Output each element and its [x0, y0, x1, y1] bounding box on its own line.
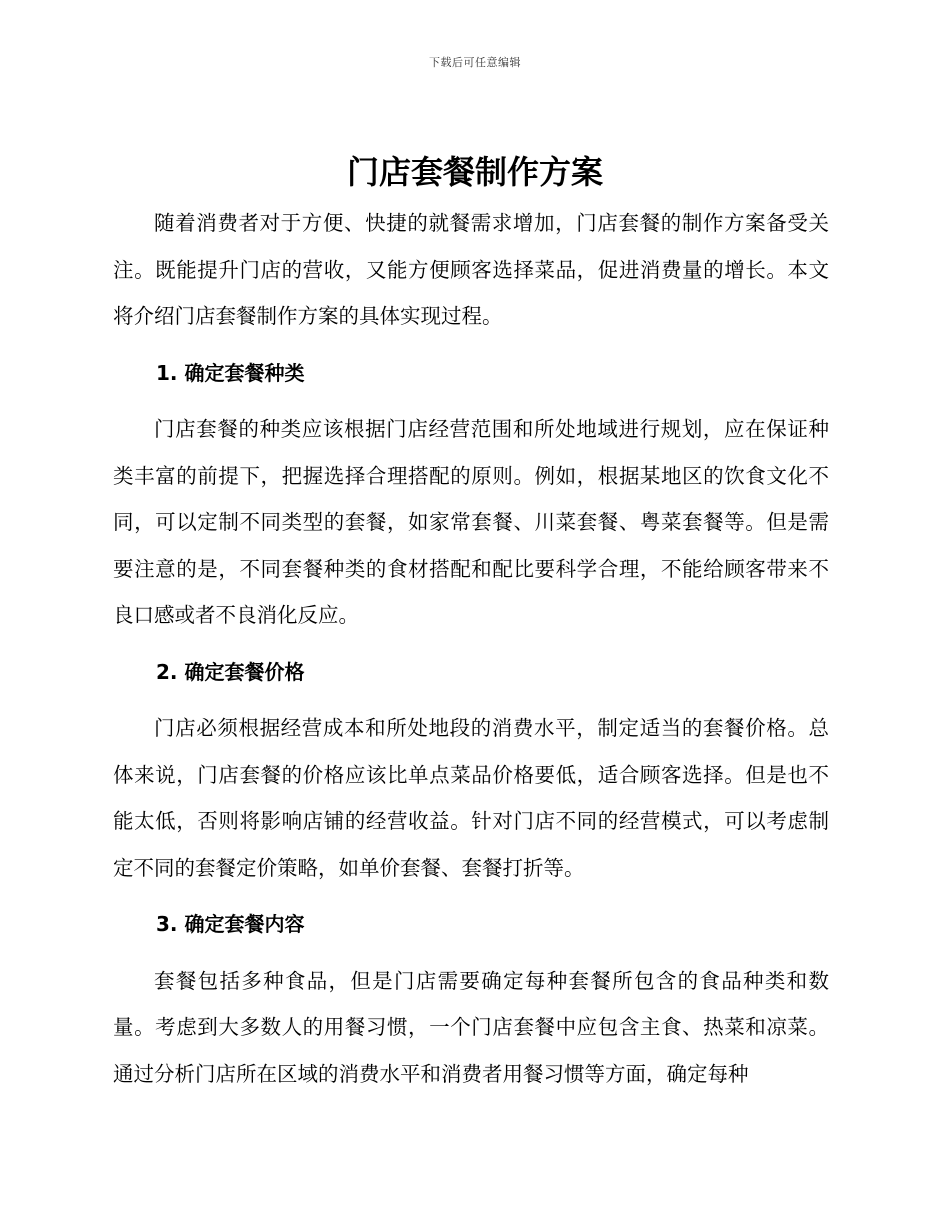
section-body-1: 门店套餐的种类应该根据门店经营范围和所处地域进行规划，应在保证种类丰富的前提下，把握选择合理搭配的原则。例如，根据某地区的饮食文化不同，可以定制不同类型的套餐，如家常套餐、川菜套餐、粤菜套餐等。但是需要注意的是，不同套餐种类的食材搭配和配比要科学合理，不能给顾客带来不良口感或者不良消化反应。	[113, 417, 829, 627]
header-note: 下载后可任意编辑	[429, 56, 521, 69]
section-body-3: 套餐包括多种食品，但是门店需要确定每种套餐所包含的食品种类和数量。考虑到大多数人的用餐习惯，一个门店套餐中应包含主食、热菜和凉菜。通过分析门店所在区域的消费水平和消费者用餐习惯等方面，确定每种	[113, 968, 829, 1086]
document-body	[113, 200, 829, 1097]
section-heading-2: 2. 确定套餐价格	[156, 659, 305, 684]
section-heading-3: 3. 确定套餐内容	[156, 912, 305, 936]
intro-paragraph: 随着消费者对于方便、快捷的就餐需求增加，门店套餐的制作方案备受关注。既能提升门店的营收，又能方便顾客选择菜品，促进消费量的增长。本文将介绍门店套餐制作方案的具体实现过程。	[113, 211, 829, 328]
section-heading-1: 1. 确定套餐种类	[156, 360, 305, 385]
page-title: 门店套餐制作方案	[346, 153, 603, 191]
section-body-2: 门店必须根据经营成本和所处地段的消费水平，制定适当的套餐价格。总体来说，门店套餐的价格应该比单点菜品价格要低，适合顾客选择。但是也不能太低，否则将影响店铺的经营收益。针对门店不同的经营模式，可以考虑制定不同的套餐定价策略，如单价套餐、套餐打折等。	[113, 716, 829, 880]
